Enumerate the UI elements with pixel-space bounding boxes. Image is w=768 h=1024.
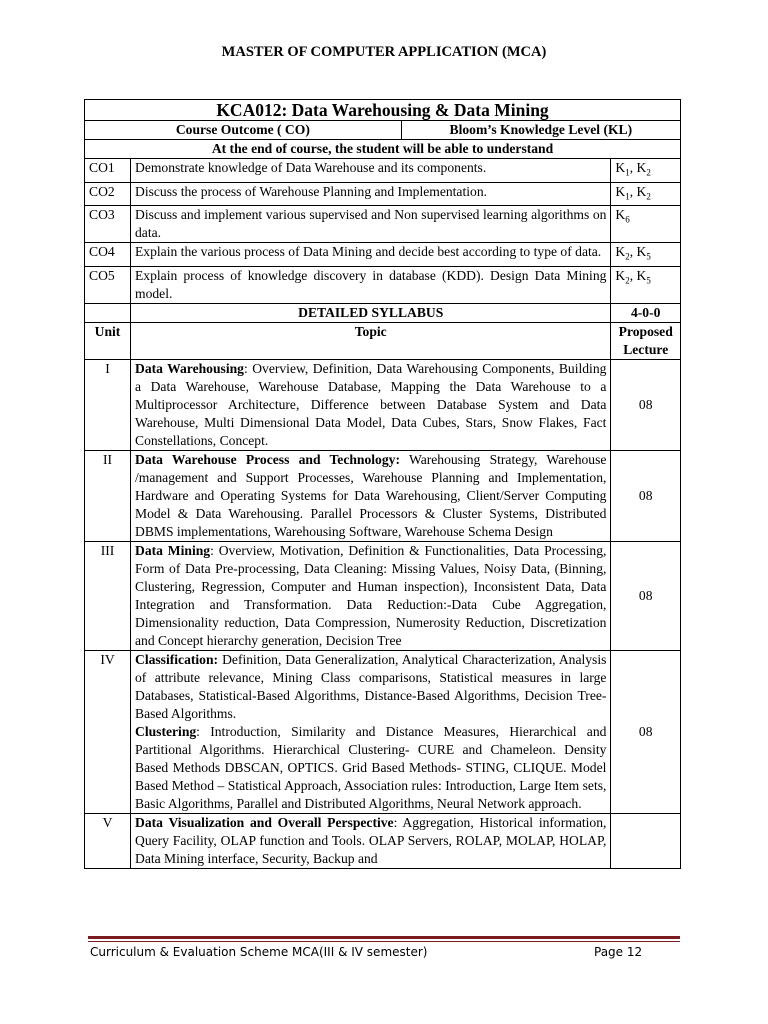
document-header: MASTER OF COMPUTER APPLICATION (MCA): [221, 44, 547, 60]
co-header: Course Outcome ( CO): [85, 121, 402, 140]
unit-number: III: [85, 542, 131, 651]
co-row: [85, 206, 681, 243]
unit-row: [85, 451, 681, 542]
co-code: CO5: [85, 267, 131, 304]
intro-row: [85, 140, 681, 159]
unit-column-header: Unit: [85, 323, 131, 360]
co-kl: $K_2$, $K_5$: [611, 243, 681, 267]
column-header-row: [85, 323, 681, 360]
unit-lecture: [611, 814, 681, 869]
footer-rule: [88, 936, 680, 939]
unit-number: I: [85, 360, 131, 451]
empty-cell: [85, 304, 131, 323]
unit-body: Definition, Data Generalization, Analytical Characterization, Analysis of attribute relevance, Mining Class comparisons, Statistical measures in large Databases, Statistical-Based Algorithms, Distance-Based Algorithms, Decision Tree-Based Algorithms.: [135, 652, 607, 722]
co-text: Explain process of knowledge discovery in database (KDD). Design Data Mining model.: [131, 267, 611, 304]
unit-number: IV: [85, 651, 131, 814]
unit-row: [85, 814, 681, 869]
unit-lecture: 08: [611, 651, 681, 814]
syllabus-header-row: [85, 304, 681, 323]
co-kl: $K_1$, $K_2$: [611, 159, 681, 183]
unit-body: : Aggregation, Historical information, Query Facility, OLAP function and Tools. OLAP Servers, ROLAP, MOLAP, HOLAP, Data Mining interface, Security, Backup and: [135, 815, 607, 867]
footer-rule-thin: [88, 941, 680, 942]
co-header-row: [85, 121, 681, 140]
course-title: KCA012: Data Warehousing & Data Mining: [85, 100, 681, 121]
topic-column-header: Topic: [131, 323, 611, 360]
unit-lecture: 08: [611, 451, 681, 542]
co-text: Discuss and implement various supervised and Non supervised learning algorithms on data.: [131, 206, 611, 243]
co-row: [85, 243, 681, 267]
unit-body-2: : Introduction, Similarity and Distance Measures, Hierarchical and Partitional Algorithms. Hierarchical Clustering- CURE and Chameleon. Density Based Methods DBSCAN, OPTICS. Grid Based Methods- STING, CLIQUE. Model Based Method – Statistical Approach, Association rules: Introduction, Large Item sets, Basic Algorithms, Parallel and Distributed Algorithms, Neural Network approach.: [135, 724, 607, 812]
co-kl: $K_6$: [611, 206, 681, 243]
co-row: [85, 267, 681, 304]
unit-row: [85, 651, 681, 814]
co-code: CO1: [85, 159, 131, 183]
co-code: CO2: [85, 182, 131, 206]
co-text: Demonstrate knowledge of Data Warehouse and its components.: [131, 159, 611, 183]
footer-page-number: Page 12: [594, 945, 643, 959]
co-row: [85, 182, 681, 206]
co-text: Explain the various process of Data Mining and decide best according to type of data.: [131, 243, 611, 267]
unit-number: V: [85, 814, 131, 869]
syllabus-table: [84, 99, 681, 869]
co-code: CO4: [85, 243, 131, 267]
unit-topic: [131, 542, 611, 651]
unit-topic: [131, 814, 611, 869]
kl-header: Bloom’s Knowledge Level (KL): [401, 121, 680, 140]
unit-row: [85, 360, 681, 451]
unit-heading: Data Mining: [135, 543, 211, 559]
co-text: Discuss the process of Warehouse Planning and Implementation.: [131, 182, 611, 206]
unit-topic: [131, 651, 611, 814]
unit-topic: [131, 451, 611, 542]
intro-text: At the end of course, the student will be able to understand: [85, 140, 681, 159]
footer-scheme-text: Curriculum & Evaluation Scheme MCA(III & IV semester): [90, 945, 428, 959]
lecture-column-header: Proposed Lecture: [611, 323, 681, 360]
course-title-row: [85, 100, 681, 121]
unit-heading: Data Warehousing: [135, 361, 244, 377]
unit-body: Warehousing Strategy, Warehouse /management and Support Processes, Warehouse Planning and Implementation, Hardware and Operating Systems for Data Warehousing, Client/Server Computing Model & Data Warehousing. Parallel Processors & Cluster Systems, Distributed DBMS implementations, Warehousing Software, Warehouse Schema Design: [135, 452, 607, 540]
unit-heading-2: Clustering: [135, 724, 197, 740]
unit-body: : Overview, Definition, Data Warehousing Components, Building a Data Warehouse, Warehouse Database, Mapping the Data Warehouse to a Multiprocessor Architecture, Difference between Database System and Data Warehouse, Multi Dimensional Data Model, Data Cubes, Stars, Snow Flakes, Fact Constellations, Concept.: [135, 361, 607, 449]
unit-topic: [131, 360, 611, 451]
syllabus-header: DETAILED SYLLABUS: [131, 304, 611, 323]
co-kl: $K_1$, $K_2$: [611, 182, 681, 206]
unit-lecture: 08: [611, 542, 681, 651]
co-row: [85, 159, 681, 183]
unit-heading: Data Warehouse Process and Technology:: [135, 452, 400, 468]
unit-row: [85, 542, 681, 651]
unit-body: : Overview, Motivation, Definition & Functionalities, Data Processing, Form of Data Pre-processing, Data Cleaning: Missing Values, Noisy Data, (Binning, Clustering, Regression, Computer and Human inspection), Inconsistent Data, Data Integration and Transformation. Data Reduction:-Data Cube Aggregation, Dimensionality reduction, Data Compression, Numerosity Reduction, Discretization and Concept hierarchy generation, Decision Tree: [135, 543, 607, 649]
co-code: CO3: [85, 206, 131, 243]
unit-heading: Classification:: [135, 652, 219, 668]
syllabus-ltp: 4-0-0: [611, 304, 681, 323]
unit-heading: Data Visualization and Overall Perspective: [135, 815, 394, 831]
unit-lecture: 08: [611, 360, 681, 451]
unit-number: II: [85, 451, 131, 542]
co-kl: $K_2$, $K_5$: [611, 267, 681, 304]
